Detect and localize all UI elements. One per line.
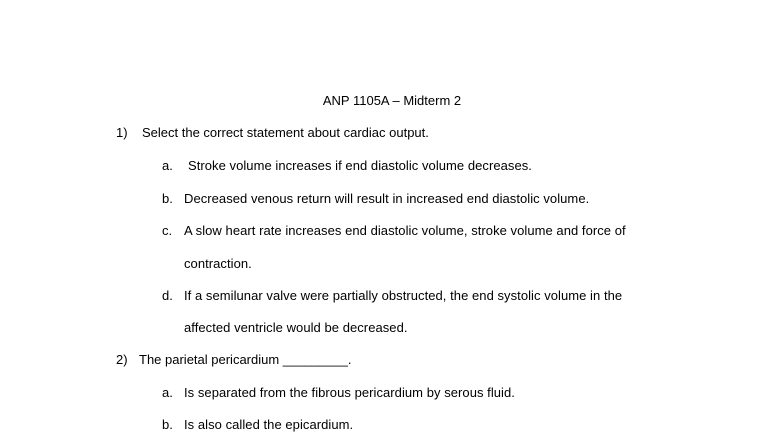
- option-text: If a semilunar valve were partially obstructed, the end systolic volume in the: [184, 288, 623, 303]
- question-text: Select the correct statement about cardiac output.: [142, 125, 429, 140]
- option-letter: a.: [162, 158, 173, 173]
- option-letter: a.: [162, 385, 173, 400]
- option-text: Is also called the epicardium.: [184, 417, 354, 432]
- option-text: Is separated from the fibrous pericardium by serous fluid.: [184, 385, 515, 400]
- option-text: Stroke volume increases if end diastolic volume decreases.: [188, 158, 532, 173]
- option-text-continued: contraction.: [184, 256, 252, 271]
- option-letter: b.: [162, 417, 173, 432]
- question-text: The parietal pericardium _________.: [139, 352, 352, 367]
- option-letter: d.: [162, 288, 173, 303]
- option-text: A slow heart rate increases end diastolic volume, stroke volume and force of: [184, 223, 626, 238]
- option-letter: b.: [162, 191, 173, 206]
- question-number: 2): [116, 352, 128, 367]
- document-title: ANP 1105A – Midterm 2: [322, 93, 462, 108]
- option-text: Decreased venous return will result in increased end diastolic volume.: [184, 191, 590, 206]
- option-letter: c.: [162, 223, 173, 238]
- option-text-continued: affected ventricle would be decreased.: [184, 320, 408, 335]
- question-number: 1): [116, 125, 128, 140]
